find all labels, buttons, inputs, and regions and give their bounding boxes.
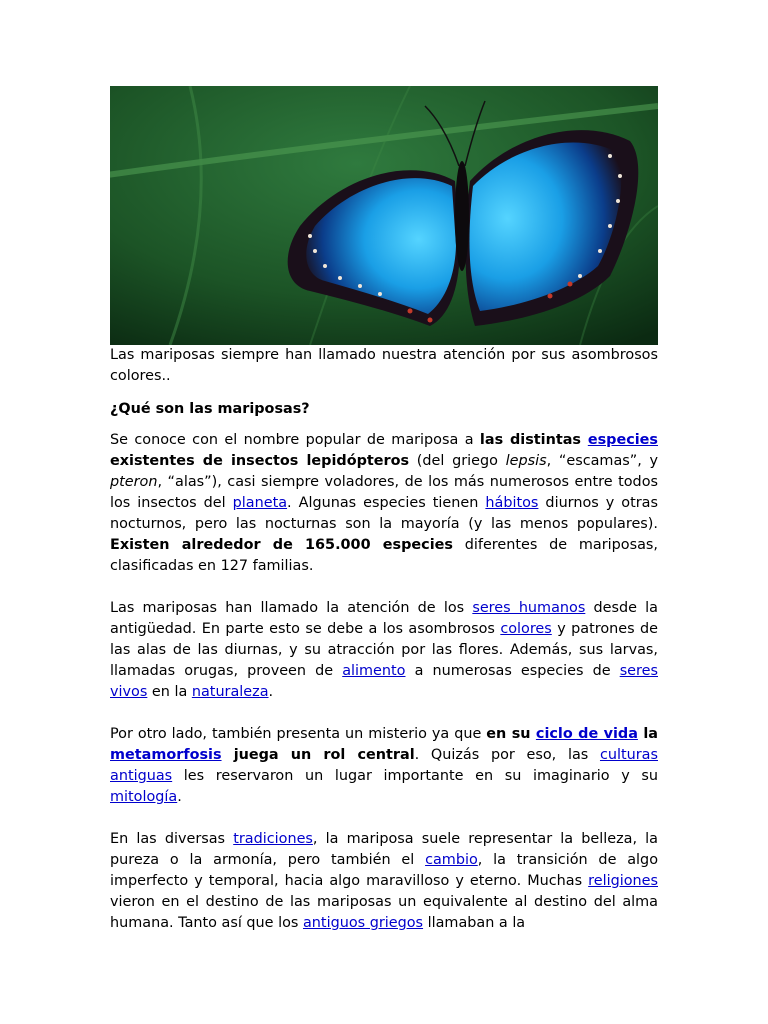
- paragraph-3: [110, 724, 658, 808]
- text: vieron en el destino de las mariposas un equivalente al destino del alma humana. Tanto así que los: [110, 894, 658, 931]
- text: , la mariposa suele representar la belleza, la pureza o la armonía, pero también el: [110, 831, 658, 868]
- italic-text: lepsis: [505, 453, 547, 469]
- text: Se conoce con el nombre popular de mariposa a: [110, 432, 480, 448]
- text: .: [177, 789, 182, 805]
- text: En las diversas: [110, 831, 234, 847]
- link-seres-humanos[interactable]: seres humanos: [472, 600, 586, 616]
- text: diurnos y otras nocturnos, pero las nocturnas son la mayoría (y las menos populares).: [110, 495, 658, 532]
- text: . Quizás por eso, las: [414, 747, 600, 763]
- text: .: [268, 684, 274, 700]
- link-mitologia[interactable]: mitología: [110, 789, 178, 805]
- bold-text: juega un rol central: [221, 747, 415, 763]
- paragraph-4: [110, 829, 658, 934]
- text: y patrones de las alas de las diurnas, y su atracción por las flores. Además, sus larvas, llamadas orugas, proveen de: [110, 621, 658, 679]
- text: . Algunas especies tienen: [287, 495, 486, 511]
- link-ciclo-de-vida[interactable]: ciclo de vida: [535, 726, 638, 742]
- text: les reservaron un lugar importante en su imaginario y su: [172, 768, 658, 784]
- text: (del griego: [409, 453, 506, 469]
- text: Por otro lado, también presenta un misterio ya que: [110, 726, 487, 742]
- link-cambio[interactable]: cambio: [425, 852, 478, 868]
- text: desde la antigüedad. En parte esto se debe a los asombrosos: [110, 600, 658, 637]
- bold-text: en su: [486, 726, 536, 742]
- text: Las mariposas han llamado la atención de los: [110, 600, 473, 616]
- paragraph-1: [110, 430, 658, 577]
- bold-text: las distintas: [479, 432, 588, 448]
- link-alimento[interactable]: alimento: [342, 663, 406, 679]
- text: llamaban a la: [423, 915, 526, 931]
- link-seres-vivos[interactable]: seres vivos: [110, 663, 658, 700]
- bold-text: existentes de insectos lepidópteros: [110, 453, 410, 469]
- link-especies[interactable]: especies: [587, 432, 658, 448]
- butterfly-photo: [110, 86, 658, 345]
- link-colores[interactable]: colores: [500, 621, 552, 637]
- image-caption: Las mariposas siempre han llamado nuestra atención por sus asombrosos colores..: [110, 347, 658, 384]
- section-heading: ¿Qué son las mariposas?: [110, 401, 310, 417]
- link-planeta[interactable]: planeta: [232, 495, 288, 511]
- text: diferentes de mariposas, clasificadas en 127 familias.: [110, 537, 658, 574]
- link-habitos[interactable]: hábitos: [485, 495, 539, 511]
- bold-text: la: [637, 726, 658, 742]
- link-naturaleza[interactable]: naturaleza: [191, 684, 269, 700]
- text: a numerosas especies de: [405, 663, 620, 679]
- link-metamorfosis[interactable]: metamorfosis: [110, 747, 222, 763]
- text: en la: [147, 684, 192, 700]
- bold-text: Existen alrededor de 165.000 especies: [110, 537, 453, 553]
- text: , “escamas”, y: [546, 453, 658, 469]
- article-text: [110, 345, 658, 955]
- link-religiones[interactable]: religiones: [588, 873, 658, 889]
- link-tradiciones[interactable]: tradiciones: [233, 831, 313, 847]
- italic-text: pteron: [110, 474, 158, 490]
- text: , la transición de algo imperfecto y temporal, hacia algo maravilloso y eterno. Muchas: [110, 852, 658, 889]
- paragraph-2: [110, 598, 658, 703]
- text: , “alas”), casi siempre voladores, de los más numerosos entre todos los insectos del: [110, 474, 658, 511]
- link-antiguos-griegos[interactable]: antiguos griegos: [302, 915, 424, 931]
- link-culturas-antiguas[interactable]: culturas antiguas: [110, 747, 658, 784]
